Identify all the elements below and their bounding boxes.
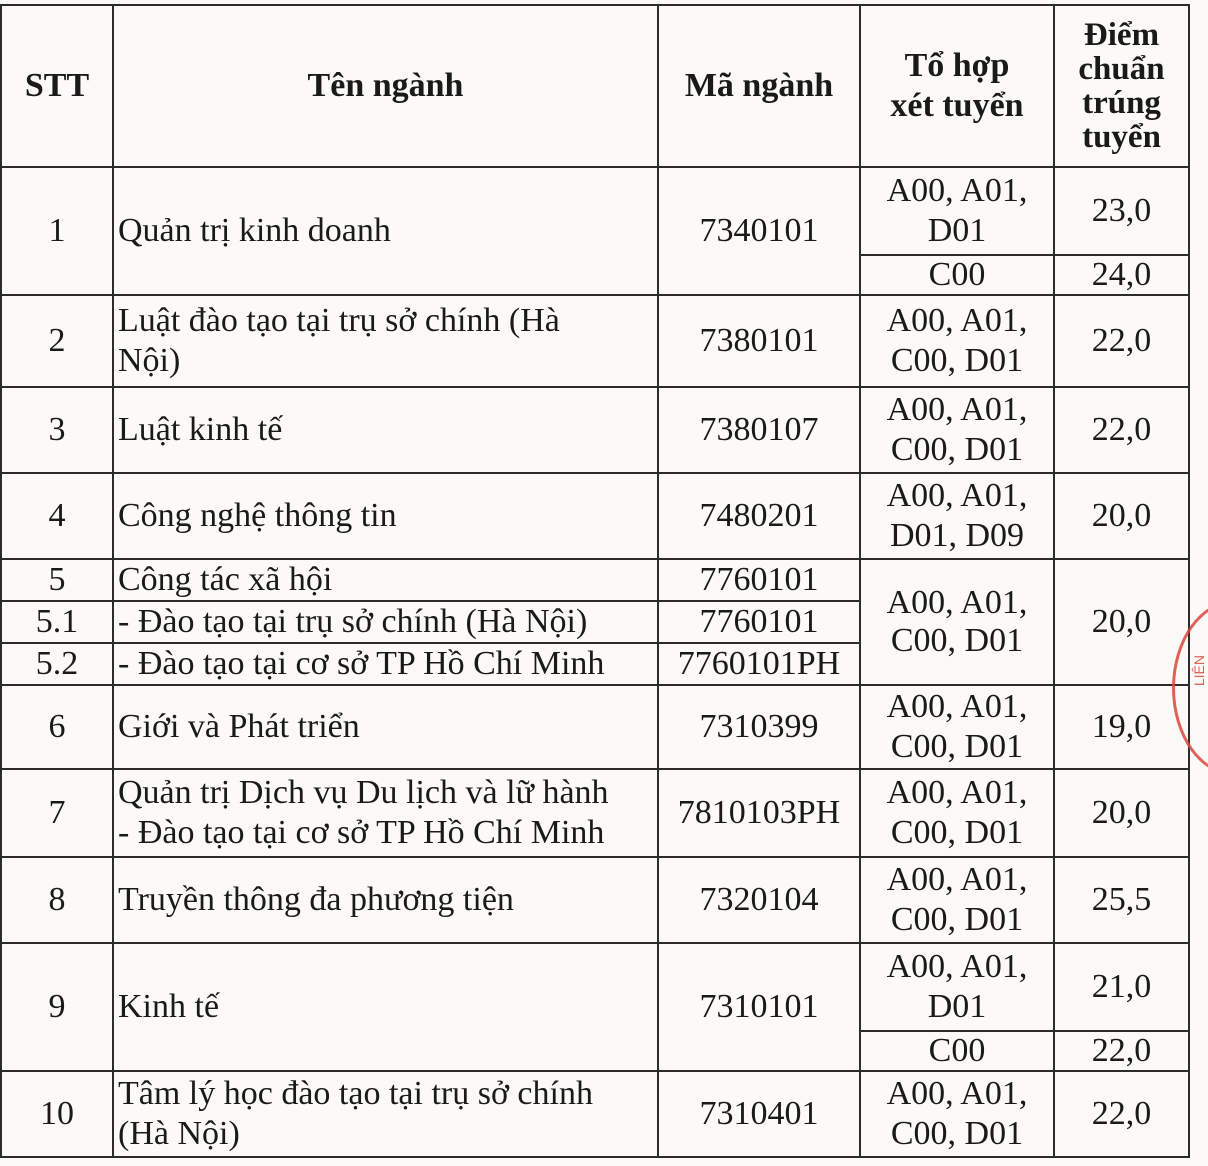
- combo-line: A00, A01,: [886, 688, 1028, 725]
- cell-combo: [860, 769, 1054, 857]
- cell-major-code: 7310401: [658, 1071, 860, 1157]
- header-combo-line: xét tuyển: [890, 87, 1024, 124]
- cell-major-code: 7760101: [658, 559, 860, 601]
- cell-stt: 9: [1, 943, 113, 1071]
- combo-line: C00, D01: [890, 814, 1024, 851]
- combo-line: A00, A01,: [886, 774, 1028, 811]
- cell-score: 25,5: [1054, 857, 1189, 943]
- cell-stt: 7: [1, 769, 113, 857]
- cell-major-name: [113, 295, 658, 387]
- cell-combo: C00: [860, 255, 1054, 295]
- cell-stt: 8: [1, 857, 113, 943]
- header-score-line: chuẩn: [1078, 51, 1165, 87]
- combo-line: A00, A01,: [886, 584, 1028, 621]
- cell-major-name: [113, 769, 658, 857]
- cell-stt: 6: [1, 685, 113, 769]
- cell-stt: 2: [1, 295, 113, 387]
- combo-line: C00, D01: [890, 901, 1024, 938]
- cell-major-name: Truyền thông đa phương tiện: [113, 857, 658, 943]
- cell-major-code: 7810103PH: [658, 769, 860, 857]
- cell-stt: 5.1: [1, 601, 113, 643]
- cell-major-code: 7310101: [658, 943, 860, 1071]
- cell-score: 22,0: [1054, 387, 1189, 473]
- cell-combo: [860, 559, 1054, 685]
- table-row: [1, 685, 1189, 769]
- cell-stt: 5.2: [1, 643, 113, 685]
- cell-major-name: Giới và Phát triển: [113, 685, 658, 769]
- name-line: - Đào tạo tại cơ sở TP Hồ Chí Minh: [118, 814, 605, 851]
- cell-combo: C00: [860, 1031, 1054, 1071]
- header-major-name: Tên ngành: [113, 5, 658, 167]
- header-score-line: tuyển: [1082, 119, 1161, 155]
- cell-score: 22,0: [1054, 1031, 1189, 1071]
- table-row: [1, 559, 1189, 601]
- table-row: [1, 1071, 1189, 1157]
- cell-combo: [860, 1071, 1054, 1157]
- table-row: [1, 473, 1189, 559]
- name-line: Tâm lý học đào tạo tại trụ sở chính: [118, 1075, 593, 1112]
- cell-combo: [860, 295, 1054, 387]
- header-score-line: Điểm: [1083, 17, 1160, 53]
- cell-major-code: 7480201: [658, 473, 860, 559]
- cell-score: 20,0: [1054, 559, 1189, 685]
- cell-score: 20,0: [1054, 473, 1189, 559]
- cell-major-code: 7310399: [658, 685, 860, 769]
- table-row: [1, 857, 1189, 943]
- combo-line: A00, A01,: [886, 302, 1028, 339]
- name-line: (Hà Nội): [118, 1115, 240, 1152]
- cell-score: 20,0: [1054, 769, 1189, 857]
- combo-line: A00, A01,: [886, 948, 1028, 985]
- combo-line: D01: [927, 988, 987, 1025]
- cell-combo: [860, 167, 1054, 255]
- name-line: Quản trị Dịch vụ Du lịch và lữ hành: [118, 774, 609, 811]
- combo-line: C00, D01: [890, 1115, 1024, 1152]
- header-stt: STT: [1, 5, 113, 167]
- combo-line: A00, A01,: [886, 477, 1028, 514]
- combo-line: C00, D01: [890, 622, 1024, 659]
- cell-major-code: 7340101: [658, 167, 860, 295]
- cell-combo: [860, 473, 1054, 559]
- combo-line: D01: [927, 212, 987, 249]
- cell-stt: 1: [1, 167, 113, 295]
- cell-major-name: Công nghệ thông tin: [113, 473, 658, 559]
- admission-score-table: [0, 4, 1190, 1158]
- header-row: [1, 5, 1189, 167]
- cell-stt: 10: [1, 1071, 113, 1157]
- header-major-code: Mã ngành: [658, 5, 860, 167]
- cell-combo: [860, 943, 1054, 1031]
- cell-major-name: Kinh tế: [113, 943, 658, 1071]
- cell-stt: 4: [1, 473, 113, 559]
- table-row: [1, 387, 1189, 473]
- cell-major-name: - Đào tạo tại trụ sở chính (Hà Nội): [113, 601, 658, 643]
- cell-major-code: 7760101: [658, 601, 860, 643]
- header-subject-combo: [860, 5, 1054, 167]
- cell-stt: 5: [1, 559, 113, 601]
- cell-combo: [860, 387, 1054, 473]
- name-line: Nội): [118, 342, 181, 379]
- cell-score: 24,0: [1054, 255, 1189, 295]
- cell-score: 21,0: [1054, 943, 1189, 1031]
- cell-major-code: 7320104: [658, 857, 860, 943]
- combo-line: C00, D01: [890, 728, 1024, 765]
- cell-score: 19,0: [1054, 685, 1189, 769]
- table-row: [1, 167, 1189, 255]
- cell-major-name: Luật kinh tế: [113, 387, 658, 473]
- stamp-text: LIÊN: [1191, 655, 1207, 687]
- cell-combo: [860, 857, 1054, 943]
- cell-major-code: 7380107: [658, 387, 860, 473]
- combo-line: A00, A01,: [886, 861, 1028, 898]
- combo-line: C00, D01: [890, 342, 1024, 379]
- combo-line: D01, D09: [889, 517, 1025, 554]
- cell-major-name: [113, 1071, 658, 1157]
- cell-score: 22,0: [1054, 295, 1189, 387]
- combo-line: A00, A01,: [886, 391, 1028, 428]
- combo-line: C00, D01: [890, 431, 1024, 468]
- combo-line: A00, A01,: [886, 172, 1028, 209]
- name-line: Luật đào tạo tại trụ sở chính (Hà: [118, 302, 560, 339]
- header-score-line: trúng: [1082, 85, 1161, 121]
- table-row: [1, 943, 1189, 1031]
- table-row: [1, 295, 1189, 387]
- cell-major-name: - Đào tạo tại cơ sở TP Hồ Chí Minh: [113, 643, 658, 685]
- cell-major-name: Quản trị kinh doanh: [113, 167, 658, 295]
- cell-score: 23,0: [1054, 167, 1189, 255]
- header-cutoff-score: [1054, 5, 1189, 167]
- cell-stt: 3: [1, 387, 113, 473]
- cell-combo: [860, 685, 1054, 769]
- cell-major-code: 7760101PH: [658, 643, 860, 685]
- cell-major-code: 7380101: [658, 295, 860, 387]
- combo-line: A00, A01,: [886, 1075, 1028, 1112]
- cell-score: 22,0: [1054, 1071, 1189, 1157]
- header-combo-line: Tổ hợp: [904, 47, 1010, 84]
- table-row: [1, 769, 1189, 857]
- cell-major-name: Công tác xã hội: [113, 559, 658, 601]
